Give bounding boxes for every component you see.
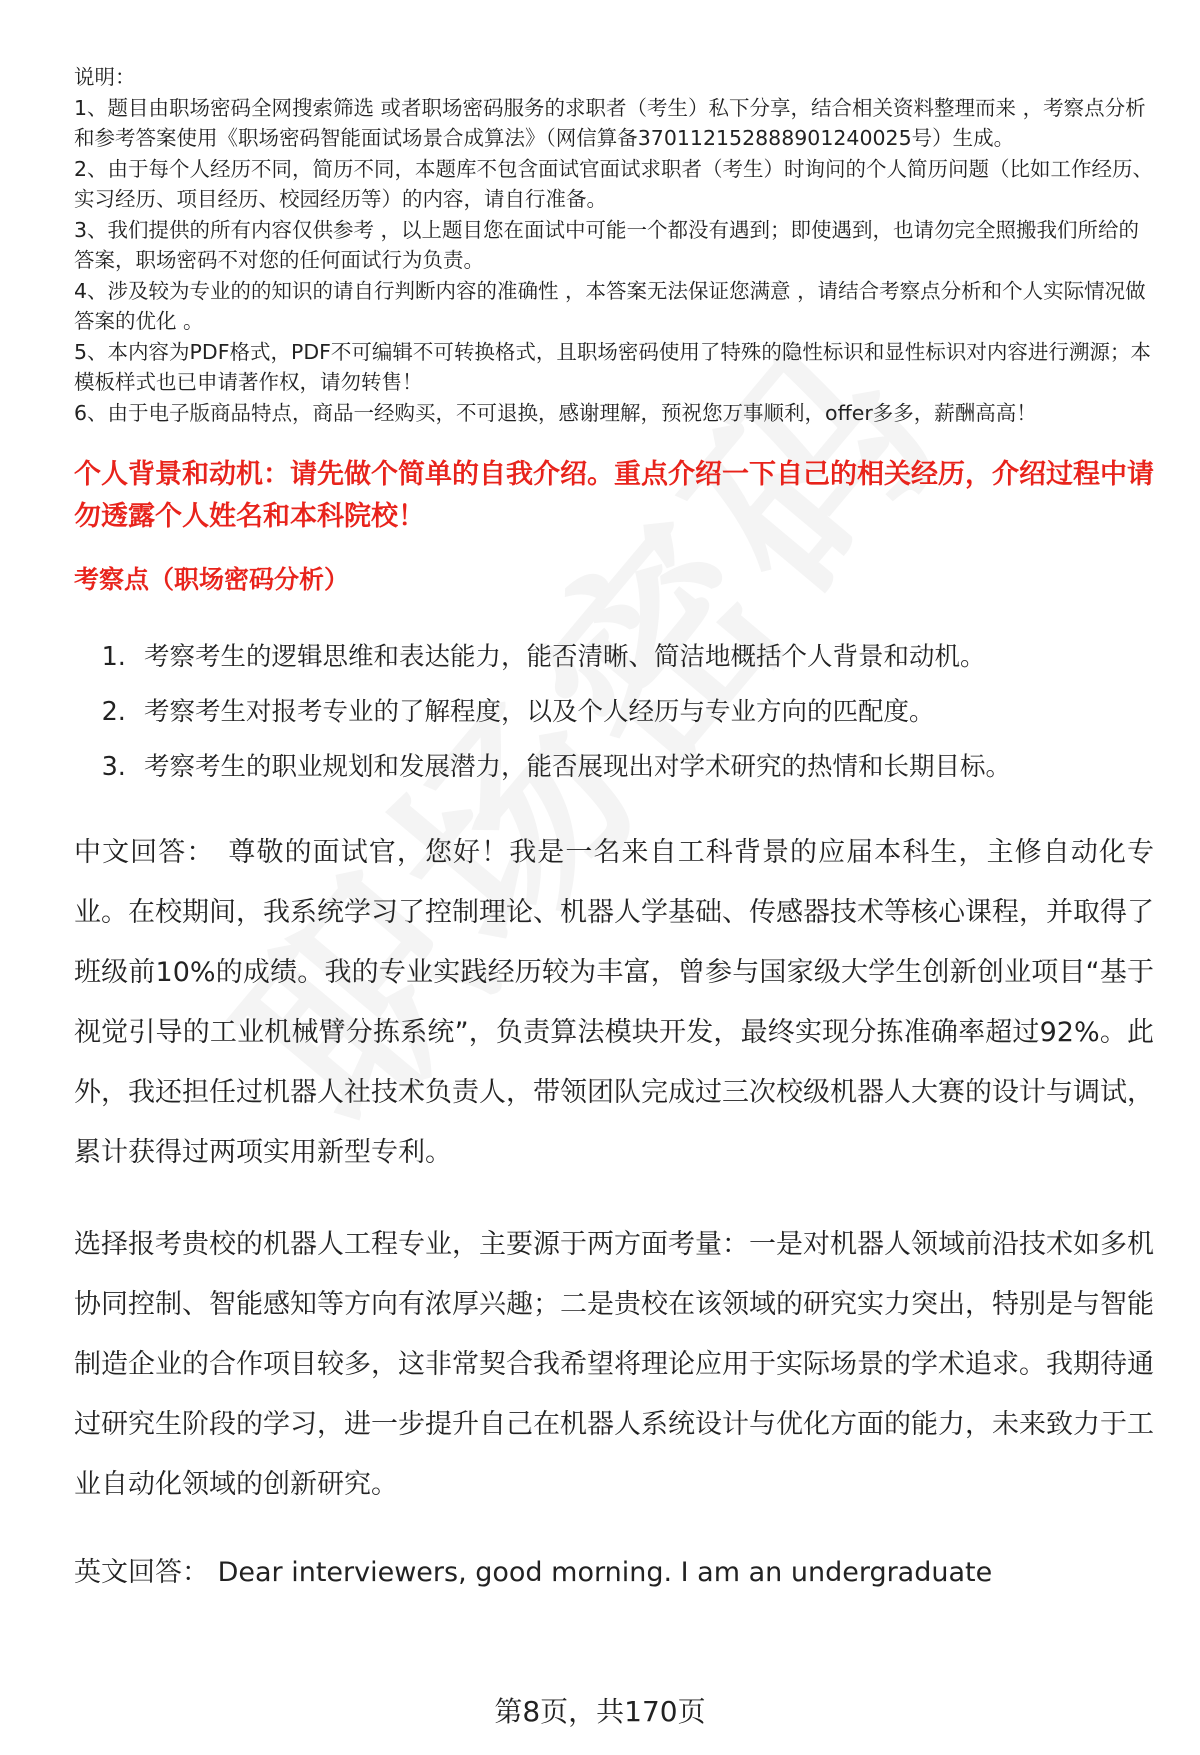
- analysis-point: 2. 考察考生对报考专业的了解程度，以及个人经历与专业方向的匹配度。: [134, 685, 1154, 740]
- answer-en-label: 英文回答：: [74, 1557, 209, 1588]
- note-item: 2、由于每个人经历不同，简历不同，本题库不包含面试官面试求职者（考生）时询问的个人简历问题（比如工作经历、实习经历、项目经历、校园经历等）的内容，请自行准备。: [74, 156, 1154, 211]
- notes-section: [74, 62, 1154, 428]
- answer-cn-paragraph-2: 选择报考贵校的机器人工程专业，主要源于两方面考量：一是对机器人领域前沿技术如多机协同控制、智能感知等方向有浓厚兴趣；二是贵校在该领域的研究实力突出，特别是与智能制造企业的合作项目较多，这非常契合我希望将理论应用于实际场景的学术追求。我期待通过研究生阶段的学习，进一步提升自己在机器人系统设计与优化方面的能力，未来致力于工业自动化领域的创新研究。: [74, 1229, 1154, 1500]
- note-item: 6、由于电子版商品特点，商品一经购买，不可退换，感谢理解，预祝您万事顺利，offer多多，薪酬高高！: [74, 400, 1037, 425]
- answer-en-text: Dear interviewers, good morning. I am an undergraduate: [217, 1557, 993, 1588]
- analysis-title: 考察点（职场密码分析）: [74, 565, 350, 594]
- page-number: 第8页，共170页: [494, 1695, 706, 1728]
- note-item: 4、涉及较为专业的的知识的请自行判断内容的准确性 ，本答案无法保证您满意 ，请结合考察点分析和个人实际情况做答案的优化 。: [74, 278, 1146, 333]
- answer-cn-paragraph-1: [74, 823, 1154, 1183]
- analysis-points: [74, 630, 1154, 795]
- page-content: [74, 62, 1154, 1603]
- note-item: 5、本内容为PDF格式，PDF不可编辑不可转换格式，且职场密码使用了特殊的隐性标识和显性标识对内容进行溯源；本模板样式也已申请著作权，请勿转售！: [74, 339, 1151, 394]
- note-item: 1、题目由职场密码全网搜索筛选 或者职场密码服务的求职者（考生）私下分享，结合相关资料整理而来 ，考察点分析和参考答案使用《职场密码智能面试场景合成算法》（网信算备370112152888901240025号）生成。: [74, 95, 1146, 150]
- note-item: 3、我们提供的所有内容仅供参考 ，以上题目您在面试中可能一个都没有遇到；即使遇到，也请勿完全照搬我们所给的答案，职场密码不对您的任何面试行为负责。: [74, 217, 1140, 272]
- analysis-point: 3. 考察考生的职业规划和发展潜力，能否展现出对学术研究的热情和长期目标。: [134, 740, 1154, 795]
- analysis-point: 1. 考察考生的逻辑思维和表达能力，能否清晰、简洁地概括个人背景和动机。: [134, 630, 1154, 685]
- answer-cn-label: 中文回答：: [74, 837, 215, 868]
- notes-title: 说明：: [74, 65, 136, 89]
- answer-cn-text-1: 尊敬的面试官，您好！我是一名来自工科背景的应届本科生，主修自动化专业。在校期间，我系统学习了控制理论、机器人学基础、传感器技术等核心课程，并取得了班级前10%的成绩。我的专业实践经历较为丰富，曾参与国家级大学生创新创业项目“基于视觉引导的工业机械臂分拣系统”，负责算法模块开发，最终实现分拣准确率超过92%。此外，我还担任过机器人社技术负责人，带领团队完成过三次校级机器人大赛的设计与调试，累计获得过两项实用新型专利。: [74, 837, 1154, 1168]
- question-heading: 个人背景和动机：请先做个简单的自我介绍。重点介绍一下自己的相关经历，介绍过程中请勿透露个人姓名和本科院校！: [74, 459, 1154, 532]
- answer-en: [74, 1543, 1154, 1603]
